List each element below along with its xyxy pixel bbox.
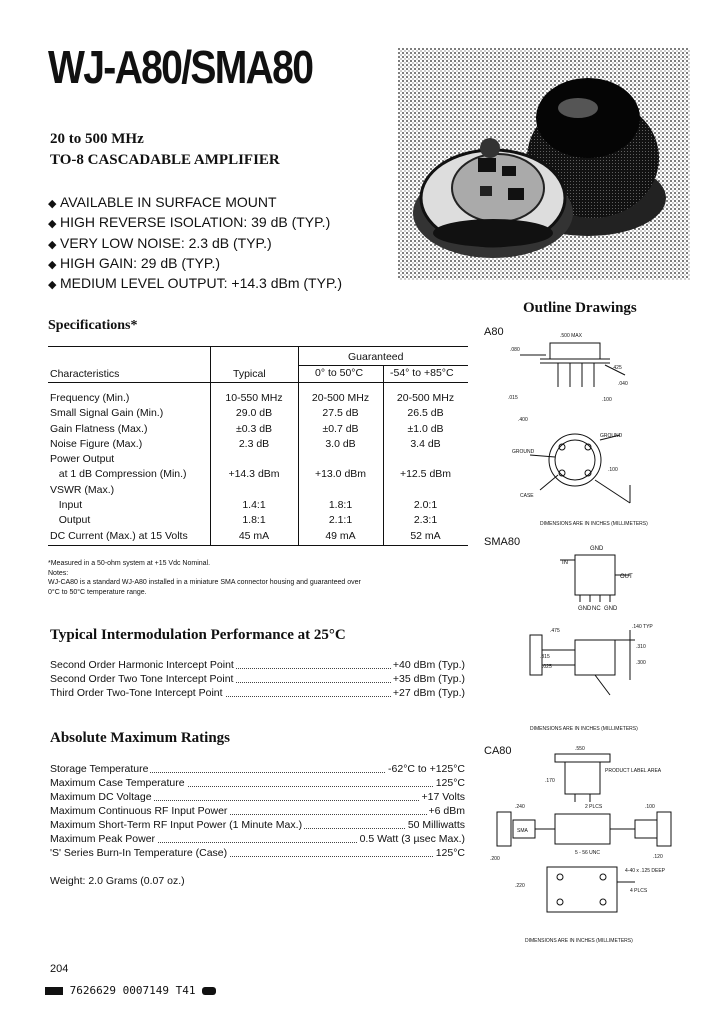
rating-label: Maximum Case Temperature (50, 777, 185, 789)
svg-text:.120: .120 (653, 854, 663, 860)
table-row (48, 483, 468, 498)
svg-text:.315: .315 (540, 654, 550, 660)
frequency-range: 20 to 500 MHz (50, 131, 144, 147)
rating-value: -62°C to +125°C (388, 763, 465, 775)
list-item (50, 805, 465, 818)
diamond-bullet-icon: ◆ (48, 279, 57, 291)
rating-value: 125°C (435, 847, 465, 859)
table-cell: Output (50, 514, 91, 527)
list-item (50, 819, 465, 832)
svg-text:4 PLCS: 4 PLCS (630, 888, 648, 894)
rating-label: Maximum DC Voltage (50, 791, 152, 803)
table-cell: DC Current (Max.) at 15 Volts (50, 529, 188, 542)
svg-text:.170: .170 (545, 778, 555, 784)
table-cell: 1.8:1 (328, 499, 353, 512)
table-row (48, 422, 468, 437)
svg-text:GROUND: GROUND (512, 449, 535, 455)
svg-text:GND: GND (604, 606, 618, 612)
svg-text:.100: .100 (608, 467, 618, 473)
table-cell (298, 452, 383, 467)
rating-label: Maximum Short-Term RF Input Power (1 Minute Max.) (50, 819, 303, 831)
table-cell: Small Signal Gain (Min.) (50, 407, 164, 420)
table-row (48, 437, 468, 452)
feature-item: ◆ VERY LOW NOISE: 2.3 dB (TYP.) (48, 235, 272, 251)
svg-text:NC: NC (592, 606, 601, 612)
svg-text:.200: .200 (490, 856, 500, 862)
table-cell: ±1.0 dB (407, 422, 444, 435)
table-cell: 2.0:1 (413, 499, 438, 512)
table-row (48, 452, 468, 467)
table-cell: Frequency (Min.) (50, 392, 130, 404)
footnote: WJ-CA80 is a standard WJ-A80 installed in a miniature SMA connector housing and guaranteed over (48, 579, 361, 586)
table-cell: +14.3 dBm (228, 468, 280, 481)
table-cell (383, 483, 468, 498)
svg-text:IN: IN (562, 560, 568, 566)
footnote: 0°C to 50°C temperature range. (48, 589, 147, 596)
rating-label: 'S' Series Burn-In Temperature (Case) (50, 847, 228, 859)
table-cell: Noise Figure (Max.) (50, 437, 143, 450)
specifications-table (48, 391, 468, 544)
table-cell: 3.0 dB (325, 437, 356, 450)
svg-text:.310: .310 (636, 644, 646, 650)
outline-drawings-heading: Outline Drawings (523, 300, 637, 316)
table-header-rule (48, 382, 468, 383)
table-cell: 1.4:1 (242, 499, 266, 512)
rating-value: +40 dBm (Typ.) (392, 659, 465, 671)
table-cell: +13.0 dBm (314, 468, 367, 481)
feature-item: ◆ AVAILABLE IN SURFACE MOUNT (48, 194, 277, 210)
feature-item: ◆ MEDIUM LEVEL OUTPUT: +14.3 dBm (TYP.) (48, 275, 343, 291)
rating-value: +6 dBm (428, 805, 465, 817)
table-bottom-rule (48, 545, 468, 546)
table-cell: 1.8:1 (242, 514, 266, 527)
table-cell: at 1 dB Compression (Min.) (50, 468, 187, 481)
svg-text:4-40 x .125 DEEP: 4-40 x .125 DEEP (625, 868, 666, 874)
table-cell: 29.0 dB (235, 407, 273, 420)
col-characteristics: Characteristics (50, 368, 120, 380)
table-top-rule (48, 346, 468, 347)
table-row (48, 498, 468, 513)
weight: Weight: 2.0 Grams (0.07 oz.) (50, 875, 185, 887)
a80-dimensions-note: DIMENSIONS ARE IN INCHES (MILLIMETERS) (540, 521, 648, 527)
a80-label: A80 (484, 326, 504, 338)
table-cell: 2.1:1 (328, 514, 353, 527)
svg-text:OUT: OUT (620, 574, 633, 580)
rating-label: Second Order Two Tone Intercept Point (50, 673, 234, 685)
svg-text:.425: .425 (612, 365, 622, 371)
guaranteed-rule (298, 365, 468, 366)
max-ratings-heading: Absolute Maximum Ratings (50, 730, 231, 746)
svg-text:GROUND: GROUND (600, 433, 623, 439)
list-item (50, 777, 465, 790)
table-cell: 27.5 dB (322, 407, 359, 420)
table-cell: VSWR (Max.) (50, 483, 115, 496)
ca80-outline-drawing (485, 742, 695, 952)
table-cell: 26.5 dB (407, 407, 444, 420)
ca80-dimensions-note: DIMENSIONS ARE IN INCHES (MILLIMETERS) (525, 938, 633, 944)
svg-text:.100: .100 (645, 804, 655, 810)
col-typical: Typical (233, 368, 266, 380)
specifications-heading: Specifications* (48, 318, 138, 333)
list-item (50, 847, 465, 860)
list-item (50, 763, 465, 776)
list-item (50, 659, 465, 672)
table-cell (210, 452, 298, 467)
rating-label: Maximum Peak Power (50, 833, 156, 845)
svg-text:.015: .015 (508, 395, 518, 401)
black-bar-icon (202, 987, 216, 995)
table-cell: 3.4 dB (410, 437, 441, 450)
svg-text:GND: GND (578, 606, 592, 612)
list-item (50, 673, 465, 686)
svg-text:.300: .300 (636, 660, 646, 666)
table-cell: ±0.7 dB (322, 422, 359, 435)
sma80-label: SMA80 (484, 536, 521, 548)
footnote: *Measured in a 50-ohm system at +15 Vdc Nominal. (48, 560, 211, 567)
product-type: TO-8 CASCADABLE AMPLIFIER (50, 152, 280, 168)
svg-text:.240: .240 (515, 804, 525, 810)
table-cell: 45 mA (238, 529, 270, 542)
table-cell (298, 483, 383, 498)
table-cell: 2.3:1 (413, 514, 438, 527)
table-row (48, 467, 468, 482)
svg-text:CASE: CASE (520, 493, 534, 499)
rating-value: 50 Milliwatts (407, 819, 465, 831)
table-cell (383, 452, 468, 467)
a80-outline-drawing (500, 325, 700, 530)
rating-value: 0.5 Watt (3 µsec Max.) (359, 833, 465, 845)
table-row (48, 406, 468, 421)
svg-text:.550: .550 (575, 746, 585, 752)
svg-text:5 - 56 UNC: 5 - 56 UNC (575, 850, 601, 856)
sma80-dimensions-note: DIMENSIONS ARE IN INCHES (MILLIMETERS) (530, 726, 638, 732)
table-cell: 20-500 MHz (396, 392, 455, 404)
svg-text:.140 TYP: .140 TYP (632, 624, 653, 630)
diamond-bullet-icon: ◆ (48, 239, 57, 251)
table-cell: 52 mA (410, 529, 441, 542)
svg-text:.025: .025 (542, 664, 552, 670)
diamond-bullet-icon: ◆ (48, 259, 57, 271)
list-item (50, 833, 465, 846)
svg-text:.220: .220 (515, 883, 525, 889)
col-range-2: -54° to +85°C (390, 367, 454, 379)
list-item (50, 687, 465, 700)
diamond-bullet-icon: ◆ (48, 198, 57, 210)
svg-text:SMA: SMA (517, 828, 528, 834)
svg-text:.040: .040 (618, 381, 628, 387)
intermod-heading: Typical Intermodulation Performance at 25°C (50, 627, 346, 643)
table-cell: Gain Flatness (Max.) (50, 422, 148, 435)
table-cell (210, 483, 298, 498)
svg-text:.080: .080 (510, 347, 520, 353)
rating-value: +27 dBm (Typ.) (392, 687, 465, 699)
svg-text:.475: .475 (550, 628, 560, 634)
svg-text:2 PLCS: 2 PLCS (585, 804, 603, 810)
footer-barcode: 7626629 0007149 T41 (45, 984, 216, 997)
table-cell: Input (50, 499, 83, 512)
svg-text:GND: GND (590, 546, 604, 552)
svg-text:.500 MAX: .500 MAX (560, 333, 582, 339)
diamond-bullet-icon: ◆ (48, 218, 57, 230)
svg-text:.400: .400 (518, 417, 528, 423)
table-cell: 10-550 MHz (225, 392, 283, 404)
list-item (50, 791, 465, 804)
rating-label: Second Order Harmonic Intercept Point (50, 659, 234, 671)
svg-text:.100: .100 (602, 397, 612, 403)
table-cell: +12.5 dBm (399, 468, 452, 481)
feature-item: ◆ HIGH GAIN: 29 dB (TYP.) (48, 255, 221, 271)
rating-value: +35 dBm (Typ.) (392, 673, 465, 685)
rating-value: +17 Volts (421, 791, 465, 803)
guaranteed-header: Guaranteed (348, 351, 404, 363)
ca80-label: CA80 (484, 745, 512, 757)
rating-label: Third Order Two-Tone Intercept Point (50, 687, 223, 699)
table-row (48, 529, 468, 544)
svg-text:PRODUCT LABEL AREA: PRODUCT LABEL AREA (605, 768, 662, 774)
to8-package-photo (398, 48, 690, 280)
page-number: 204 (50, 963, 69, 975)
table-row (48, 513, 468, 528)
rating-label: Maximum Continuous RF Input Power (50, 805, 228, 817)
table-cell: Power Output (50, 453, 115, 466)
table-cell: 20-500 MHz (311, 392, 370, 404)
black-bar-icon (45, 987, 63, 995)
rating-label: Storage Temperature (50, 763, 149, 775)
feature-item: ◆ HIGH REVERSE ISOLATION: 39 dB (TYP.) (48, 214, 331, 230)
product-title: WJ-A80/SMA80 (48, 41, 313, 93)
sma80-outline-drawing (500, 540, 700, 740)
table-cell: ±0.3 dB (235, 422, 273, 435)
footnote: Notes: (48, 570, 69, 577)
table-cell: 2.3 dB (238, 437, 270, 450)
col-range-1: 0° to 50°C (315, 367, 364, 379)
table-cell: 49 mA (325, 529, 356, 542)
table-row (48, 391, 468, 406)
rating-value: 125°C (435, 777, 465, 789)
